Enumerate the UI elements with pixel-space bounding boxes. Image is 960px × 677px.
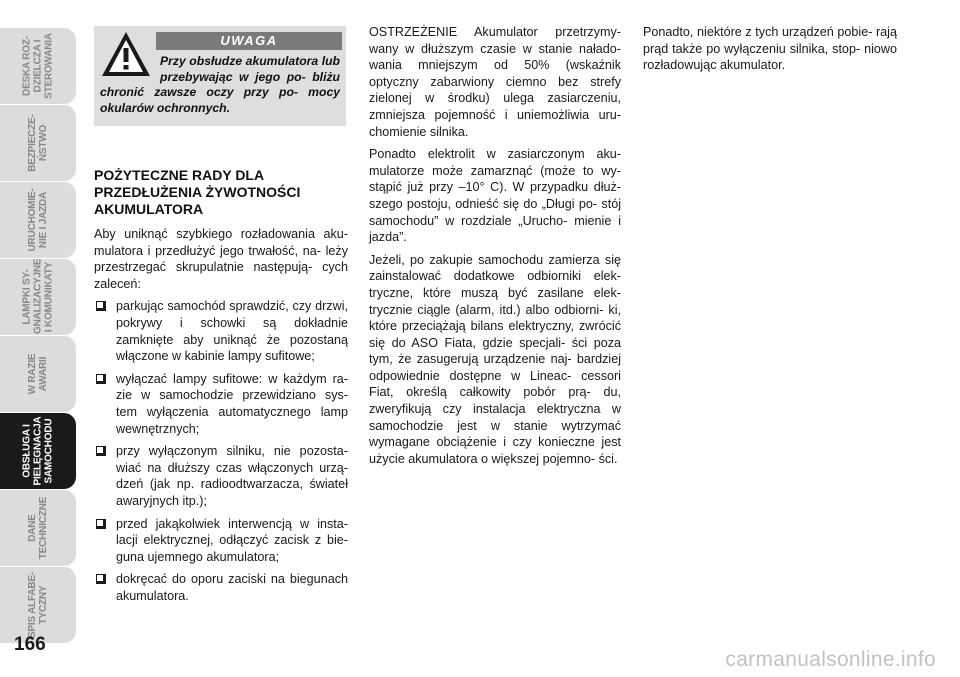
- tab-label: DANE TECHNICZNE: [27, 496, 49, 560]
- tab-uruchomienie[interactable]: [0, 182, 76, 258]
- bullet-list: [94, 298, 348, 604]
- tab-label: OBSŁUGA I PIELĘGNACJA SAMOCHODU: [21, 416, 55, 486]
- list-item: dokręcać do oporu zaciski na biegunach akumulatora.: [94, 571, 348, 604]
- tab-label: SPIS ALFABE- TYCZNY: [27, 571, 49, 639]
- list-item: wyłączać lampy sufitowe: w każdym ra- zie w samochodzie przewidziano sys- tem wyłączenia automatycznego lamp wewnętrznych;: [94, 371, 348, 437]
- list-item: parkując samochód sprawdzić, czy drzwi, pokrywy i schowki są dokładnie zamknięte aby uniknąć że pozostaną włączone w kabinie lampy sufitowe;: [94, 298, 348, 364]
- tab-bezpieczenstwo[interactable]: [0, 105, 76, 181]
- paragraph: Ponadto, niektóre z tych urządzeń pobie- rają prąd także po wyłączeniu silnika, stop- niowo rozładowując akumulator.: [643, 25, 897, 73]
- tab-spis-alfabetyczny[interactable]: [0, 567, 76, 643]
- tab-dane-techniczne[interactable]: [0, 490, 76, 566]
- tab-label: BEZPIECZE- ŃSTWO: [27, 114, 49, 172]
- tab-label: URUCHOMIE- NIE I JAZDA: [27, 188, 49, 252]
- tab-deska-rozdzielcza[interactable]: [0, 28, 76, 104]
- list-item: przed jakąkolwiek interwencją w insta- lacji elektrycznej, odłączyć zacisk z bie- guna ujemnego akumulatora;: [94, 516, 348, 566]
- paragraph: OSTRZEŻENIE Akumulator przetrzymy- wany w dłuższym czasie w stanie nałado- wania mniejszym od 50% (wskaźnik optyczny zabarwiony ciemno bez strefy zielonej w środku) ulega zasiarczeniu, zmniejsza pojemność i uniemożliwia uru- chomienie silnika.: [369, 25, 621, 139]
- watermark: carmanualsonline.info: [725, 648, 936, 671]
- checkbox-bullet-icon: [96, 574, 106, 584]
- checkbox-bullet-icon: [96, 446, 106, 456]
- column-3: [643, 24, 897, 80]
- page-number: 166: [14, 634, 46, 655]
- checkbox-bullet-icon: [96, 301, 106, 311]
- tab-label: LAMPKI SY- GNALIZACYJNE I KOMUNIKATY: [21, 258, 55, 334]
- section-title: POŻYTECZNE RADY DLA PRZEDŁUŻENIA ŻYWOTNOŚCI AKUMULATORA: [94, 167, 301, 217]
- column-2: [369, 24, 621, 473]
- chapter-tabs: [0, 28, 76, 644]
- warning-box: [94, 26, 346, 126]
- tab-label: DESKA ROZ- DZIELCZA I STEROWANIA: [21, 33, 55, 99]
- warning-title: UWAGA: [156, 32, 342, 50]
- tab-lampki[interactable]: [0, 259, 76, 335]
- paragraph: Jeżeli, po zakupie samochodu zamierza się zainstalować dodatkowe odbiorniki elek- tryczne, które muszą być zasilane elek- trycznie ciągle (alarm, itd.) albo odbiorni- ki, które przeciążają bilans elektryczny, zwrócić się do ASO Fiata, gdzie specjali- ści poza tym, że zasugerują urządzenie naj- bardziej odpowiednie dostępne w Lineac- cessori Fiat, określą całkowity pobór prą- du, zweryfikują czy instalacja elektryczna w samochodzie jest w stanie wytrzymać wymagane obciążenie i czy konieczne jest użycie akumulatora o większej pojemno- ści.: [369, 252, 621, 466]
- list-item: przy wyłączonym silniku, nie pozosta- wiać na dłuższy czas włączonych urzą- dzeń (jak np. radioodtwarzacza, świateł awaryjnych itp.);: [94, 443, 348, 509]
- checkbox-bullet-icon: [96, 374, 106, 384]
- column-1: [94, 167, 348, 610]
- warning-text: Przy obsłudze akumulatora lub przebywając w jego po- bliżu chronić zawsze oczy przy po- mocy okularów ochronnych.: [100, 54, 340, 115]
- intro-paragraph: Aby uniknąć szybkiego rozładowania aku- mulatora i przedłużyć jego trwałość, na- leży przestrzegać skrupulatnie następują- cych zaleceń:: [94, 227, 348, 291]
- tab-label: W RAZIE AWARII: [27, 353, 49, 395]
- paragraph: Ponadto elektrolit w zasiarczonym aku- mulatorze może zamarznąć (może to wy- stąpić już przy –10° C). W przypadku dłuż- szego postoju, odnieść się do „Długi po- stój samochodu” w rozdziale „Urucho- mienie i jazda”.: [369, 147, 621, 245]
- checkbox-bullet-icon: [96, 519, 106, 529]
- tab-obsluga[interactable]: [0, 413, 76, 489]
- tab-w-razie-awarii[interactable]: [0, 336, 76, 412]
